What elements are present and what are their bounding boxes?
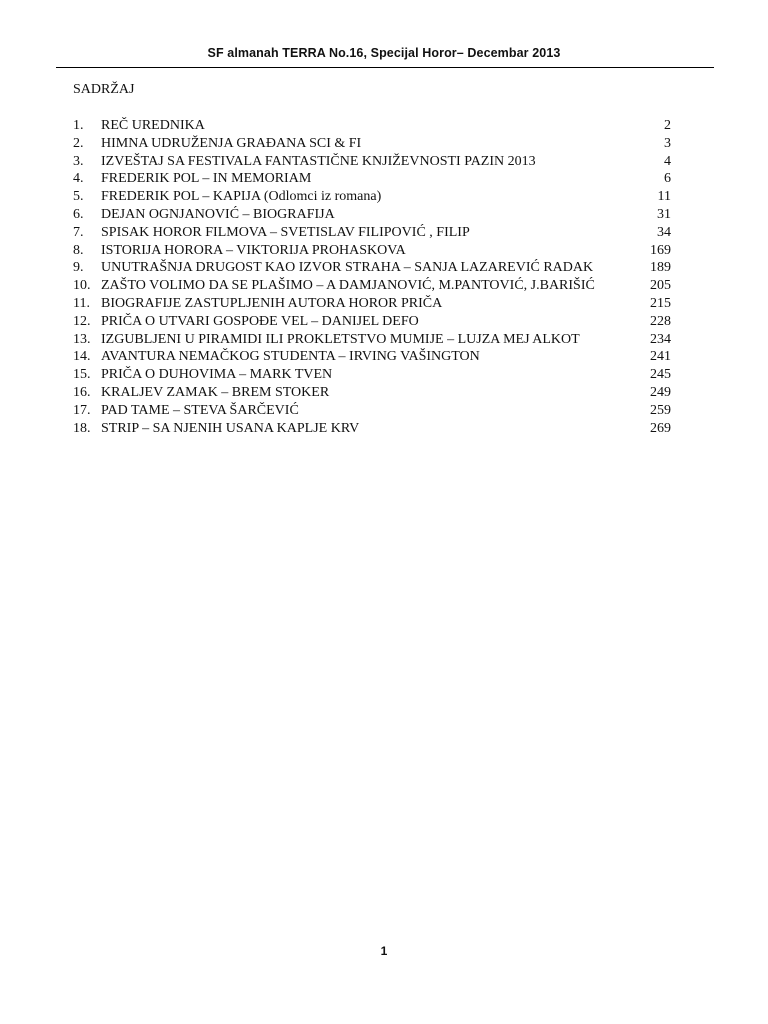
entry-number: 10. bbox=[73, 278, 91, 294]
entry-page: 169 bbox=[650, 242, 671, 258]
toc-entry bbox=[73, 135, 671, 153]
toc-entry bbox=[73, 348, 671, 366]
entry-title: ISTORIJA HORORA – VIKTORIJA PROHASKOVA bbox=[101, 242, 406, 258]
entry-title: BIOGRAFIJE ZASTUPLJENIH AUTORA HOROR PRIČA bbox=[101, 295, 443, 311]
toc-entry bbox=[73, 153, 671, 171]
entry-page: 34 bbox=[657, 224, 671, 240]
entry-number: 15. bbox=[73, 367, 91, 383]
entry-page: 11 bbox=[657, 189, 671, 205]
entry-number: 1. bbox=[73, 118, 84, 133]
toc-entry bbox=[73, 206, 671, 224]
toc-entry bbox=[73, 170, 671, 188]
toc-entry bbox=[73, 277, 671, 295]
entry-number: 2. bbox=[73, 135, 84, 151]
toc-entry bbox=[73, 295, 671, 313]
entry-title: KRALJEV ZAMAK – BREM STOKER bbox=[101, 384, 330, 400]
entry-page: 259 bbox=[650, 402, 671, 418]
entry-number: 18. bbox=[73, 420, 91, 436]
entry-page: 4 bbox=[664, 153, 671, 169]
header-rule bbox=[56, 67, 714, 68]
entry-title: FREDERIK POL – IN MEMORIAM bbox=[101, 171, 312, 187]
entry-page: 189 bbox=[650, 260, 671, 276]
toc-entry bbox=[73, 420, 671, 438]
toc-entry bbox=[73, 224, 671, 242]
entry-title: AVANTURA NEMAČKOG STUDENTA – IRVING VAŠINGTON bbox=[101, 349, 480, 365]
entry-number: 12. bbox=[73, 313, 91, 329]
entry-number: 9. bbox=[73, 260, 84, 276]
entry-title: STRIP – SA NJENIH USANA KAPLJE KRV bbox=[101, 420, 360, 436]
entry-page: 31 bbox=[657, 206, 671, 222]
entry-title: FREDERIK POL – KAPIJA (Odlomci iz romana) bbox=[101, 189, 382, 205]
entry-number: 3. bbox=[73, 153, 84, 169]
toc-entry bbox=[73, 242, 671, 260]
entry-number: 5. bbox=[73, 189, 84, 205]
entry-title: IZVEŠTAJ SA FESTIVALA FANTASTIČNE KNJIŽEVNOSTI PAZIN 2013 bbox=[101, 153, 536, 169]
entry-page: 3 bbox=[664, 135, 671, 151]
entry-page: 6 bbox=[664, 171, 671, 187]
toc-entry bbox=[73, 331, 671, 349]
entry-page: 228 bbox=[650, 313, 671, 329]
entry-page: 2 bbox=[664, 118, 671, 133]
entry-title: DEJAN OGNJANOVIĆ – BIOGRAFIJA bbox=[101, 206, 335, 222]
entry-title: UNUTRAŠNJA DRUGOST KAO IZVOR STRAHA – SANJA LAZAREVIĆ RADAK bbox=[101, 260, 594, 276]
entry-title: ZAŠTO VOLIMO DA SE PLAŠIMO – A DAMJANOVIĆ, M.PANTOVIĆ, J.BARIŠIĆ bbox=[101, 278, 595, 294]
entry-title: REČ UREDNIKA bbox=[101, 118, 205, 133]
toc-title: SADRŽAJ bbox=[73, 82, 135, 97]
entry-number: 4. bbox=[73, 171, 84, 187]
entry-number: 17. bbox=[73, 402, 91, 418]
entry-number: 14. bbox=[73, 349, 91, 365]
toc-entry bbox=[73, 259, 671, 277]
entry-page: 269 bbox=[650, 420, 671, 436]
entry-number: 8. bbox=[73, 242, 84, 258]
entry-number: 13. bbox=[73, 331, 91, 347]
entry-title: IZGUBLJENI U PIRAMIDI ILI PROKLETSTVO MUMIJE – LUJZA MEJ ALKOT bbox=[101, 331, 580, 347]
entry-title: PRIČA O UTVARI GOSPOĐE VEL – DANIJEL DEFO bbox=[101, 313, 419, 329]
entry-title: PRIČA O DUHOVIMA – MARK TVEN bbox=[101, 367, 333, 383]
toc-entry bbox=[73, 117, 671, 135]
entry-title: SPISAK HOROR FILMOVA – SVETISLAV FILIPOVIĆ , FILIP bbox=[101, 224, 470, 240]
entry-number: 7. bbox=[73, 224, 84, 240]
entry-number: 11. bbox=[73, 295, 90, 311]
toc-entry bbox=[73, 313, 671, 331]
entry-page: 205 bbox=[650, 278, 671, 294]
entry-title: HIMNA UDRUŽENJA GRAĐANA SCI & FI bbox=[101, 135, 362, 151]
entry-title: PAD TAME – STEVA ŠARČEVIĆ bbox=[101, 402, 299, 418]
entry-page: 215 bbox=[650, 295, 671, 311]
running-header: SF almanah TERRA No.16, Specijal Horor– Decembar 2013 bbox=[207, 46, 561, 60]
toc-entry bbox=[73, 188, 671, 206]
entry-page: 241 bbox=[650, 349, 671, 365]
entry-number: 6. bbox=[73, 206, 84, 222]
entry-number: 16. bbox=[73, 384, 91, 400]
toc-entry bbox=[73, 402, 671, 420]
entry-page: 249 bbox=[650, 384, 671, 400]
page-number: 1 bbox=[380, 944, 388, 958]
toc-entry bbox=[73, 366, 671, 384]
entry-page: 234 bbox=[650, 331, 671, 347]
table-of-contents bbox=[73, 117, 671, 437]
entry-page: 245 bbox=[650, 367, 671, 383]
toc-entry bbox=[73, 384, 671, 402]
